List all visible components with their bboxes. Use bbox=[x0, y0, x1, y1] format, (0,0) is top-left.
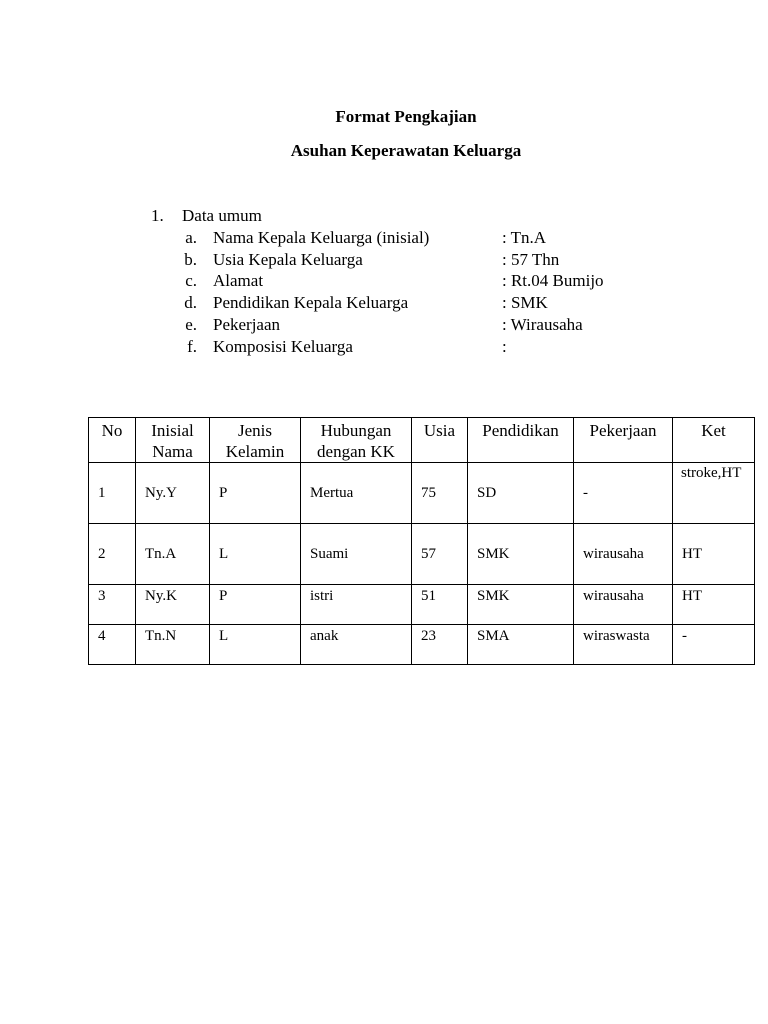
data-item-usia-kk bbox=[151, 249, 604, 271]
item-value: : Tn.A bbox=[502, 227, 547, 247]
cell-no: 2 bbox=[89, 524, 136, 585]
item-letter: d. bbox=[184, 293, 197, 313]
cell-no: 3 bbox=[89, 585, 136, 625]
item-label: Usia Kepala Keluarga bbox=[213, 249, 363, 269]
column-header-pendidikan: Pendidikan bbox=[468, 418, 574, 463]
cell-ket: - bbox=[673, 625, 755, 665]
data-item-pendidikan-kk bbox=[151, 292, 604, 314]
data-umum-section bbox=[151, 205, 604, 358]
column-header-ket: Ket bbox=[673, 418, 755, 463]
cell-jenis-kelamin: P bbox=[210, 463, 301, 524]
item-letter: e. bbox=[185, 314, 197, 334]
column-header-hubungan: Hubungan dengan KK bbox=[301, 418, 412, 463]
cell-jenis-kelamin: L bbox=[210, 625, 301, 665]
item-letter: a. bbox=[185, 227, 197, 247]
cell-usia: 57 bbox=[412, 524, 468, 585]
item-letter: f. bbox=[187, 336, 197, 356]
item-letter: b. bbox=[184, 249, 197, 269]
cell-ket: HT bbox=[673, 585, 755, 625]
table-row bbox=[89, 524, 755, 585]
cell-pendidikan: SMK bbox=[468, 524, 574, 585]
cell-hubungan: Suami bbox=[301, 524, 412, 585]
column-header-usia: Usia bbox=[412, 418, 468, 463]
cell-inisial: Ny.K bbox=[136, 585, 210, 625]
item-value: : Rt.04 Bumijo bbox=[502, 271, 604, 291]
item-value: : SMK bbox=[502, 293, 548, 313]
cell-pendidikan: SD bbox=[468, 463, 574, 524]
section-title: Data umum bbox=[182, 206, 262, 225]
cell-usia: 23 bbox=[412, 625, 468, 665]
data-item-komposisi bbox=[151, 336, 604, 358]
section-heading bbox=[151, 205, 604, 227]
item-label: Nama Kepala Keluarga (inisial) bbox=[213, 227, 430, 247]
section-number: 1. bbox=[151, 206, 164, 225]
item-value: : 57 Thn bbox=[502, 249, 560, 269]
item-value: : Wirausaha bbox=[502, 314, 583, 334]
cell-pekerjaan: wirausaha bbox=[574, 524, 673, 585]
column-header-inisial-nama: Inisial Nama bbox=[136, 418, 210, 463]
cell-pekerjaan: wirausaha bbox=[574, 585, 673, 625]
item-label: Alamat bbox=[213, 271, 264, 291]
cell-pekerjaan: - bbox=[574, 463, 673, 524]
column-header-no: No bbox=[89, 418, 136, 463]
table-row bbox=[89, 463, 755, 524]
cell-ket: HT bbox=[673, 524, 755, 585]
table-row bbox=[89, 625, 755, 665]
cell-usia: 51 bbox=[412, 585, 468, 625]
cell-hubungan: istri bbox=[301, 585, 412, 625]
item-label: Pendidikan Kepala Keluarga bbox=[213, 293, 409, 313]
data-item-alamat bbox=[151, 270, 604, 292]
item-value: : bbox=[502, 336, 507, 356]
cell-pendidikan: SMA bbox=[468, 625, 574, 665]
data-item-nama-kk bbox=[151, 227, 604, 249]
item-label: Komposisi Keluarga bbox=[213, 336, 353, 356]
cell-ket: stroke,HT bbox=[673, 463, 755, 524]
item-letter: c. bbox=[185, 271, 197, 291]
cell-pendidikan: SMK bbox=[468, 585, 574, 625]
cell-inisial: Tn.A bbox=[136, 524, 210, 585]
cell-inisial: Tn.N bbox=[136, 625, 210, 665]
cell-no: 4 bbox=[89, 625, 136, 665]
document-title: Format Pengkajian bbox=[335, 107, 477, 126]
data-item-pekerjaan bbox=[151, 314, 604, 336]
cell-hubungan: anak bbox=[301, 625, 412, 665]
item-label: Pekerjaan bbox=[213, 314, 281, 334]
cell-usia: 75 bbox=[412, 463, 468, 524]
column-header-pekerjaan: Pekerjaan bbox=[574, 418, 673, 463]
family-composition-table bbox=[88, 417, 755, 665]
table-row bbox=[89, 585, 755, 625]
document-subtitle: Asuhan Keperawatan Keluarga bbox=[290, 141, 522, 160]
column-header-jenis-kelamin: Jenis Kelamin bbox=[210, 418, 301, 463]
cell-hubungan: Mertua bbox=[301, 463, 412, 524]
cell-jenis-kelamin: P bbox=[210, 585, 301, 625]
cell-inisial: Ny.Y bbox=[136, 463, 210, 524]
cell-pekerjaan: wiraswasta bbox=[574, 625, 673, 665]
cell-no: 1 bbox=[89, 463, 136, 524]
table-header-row bbox=[89, 418, 755, 463]
cell-jenis-kelamin: L bbox=[210, 524, 301, 585]
